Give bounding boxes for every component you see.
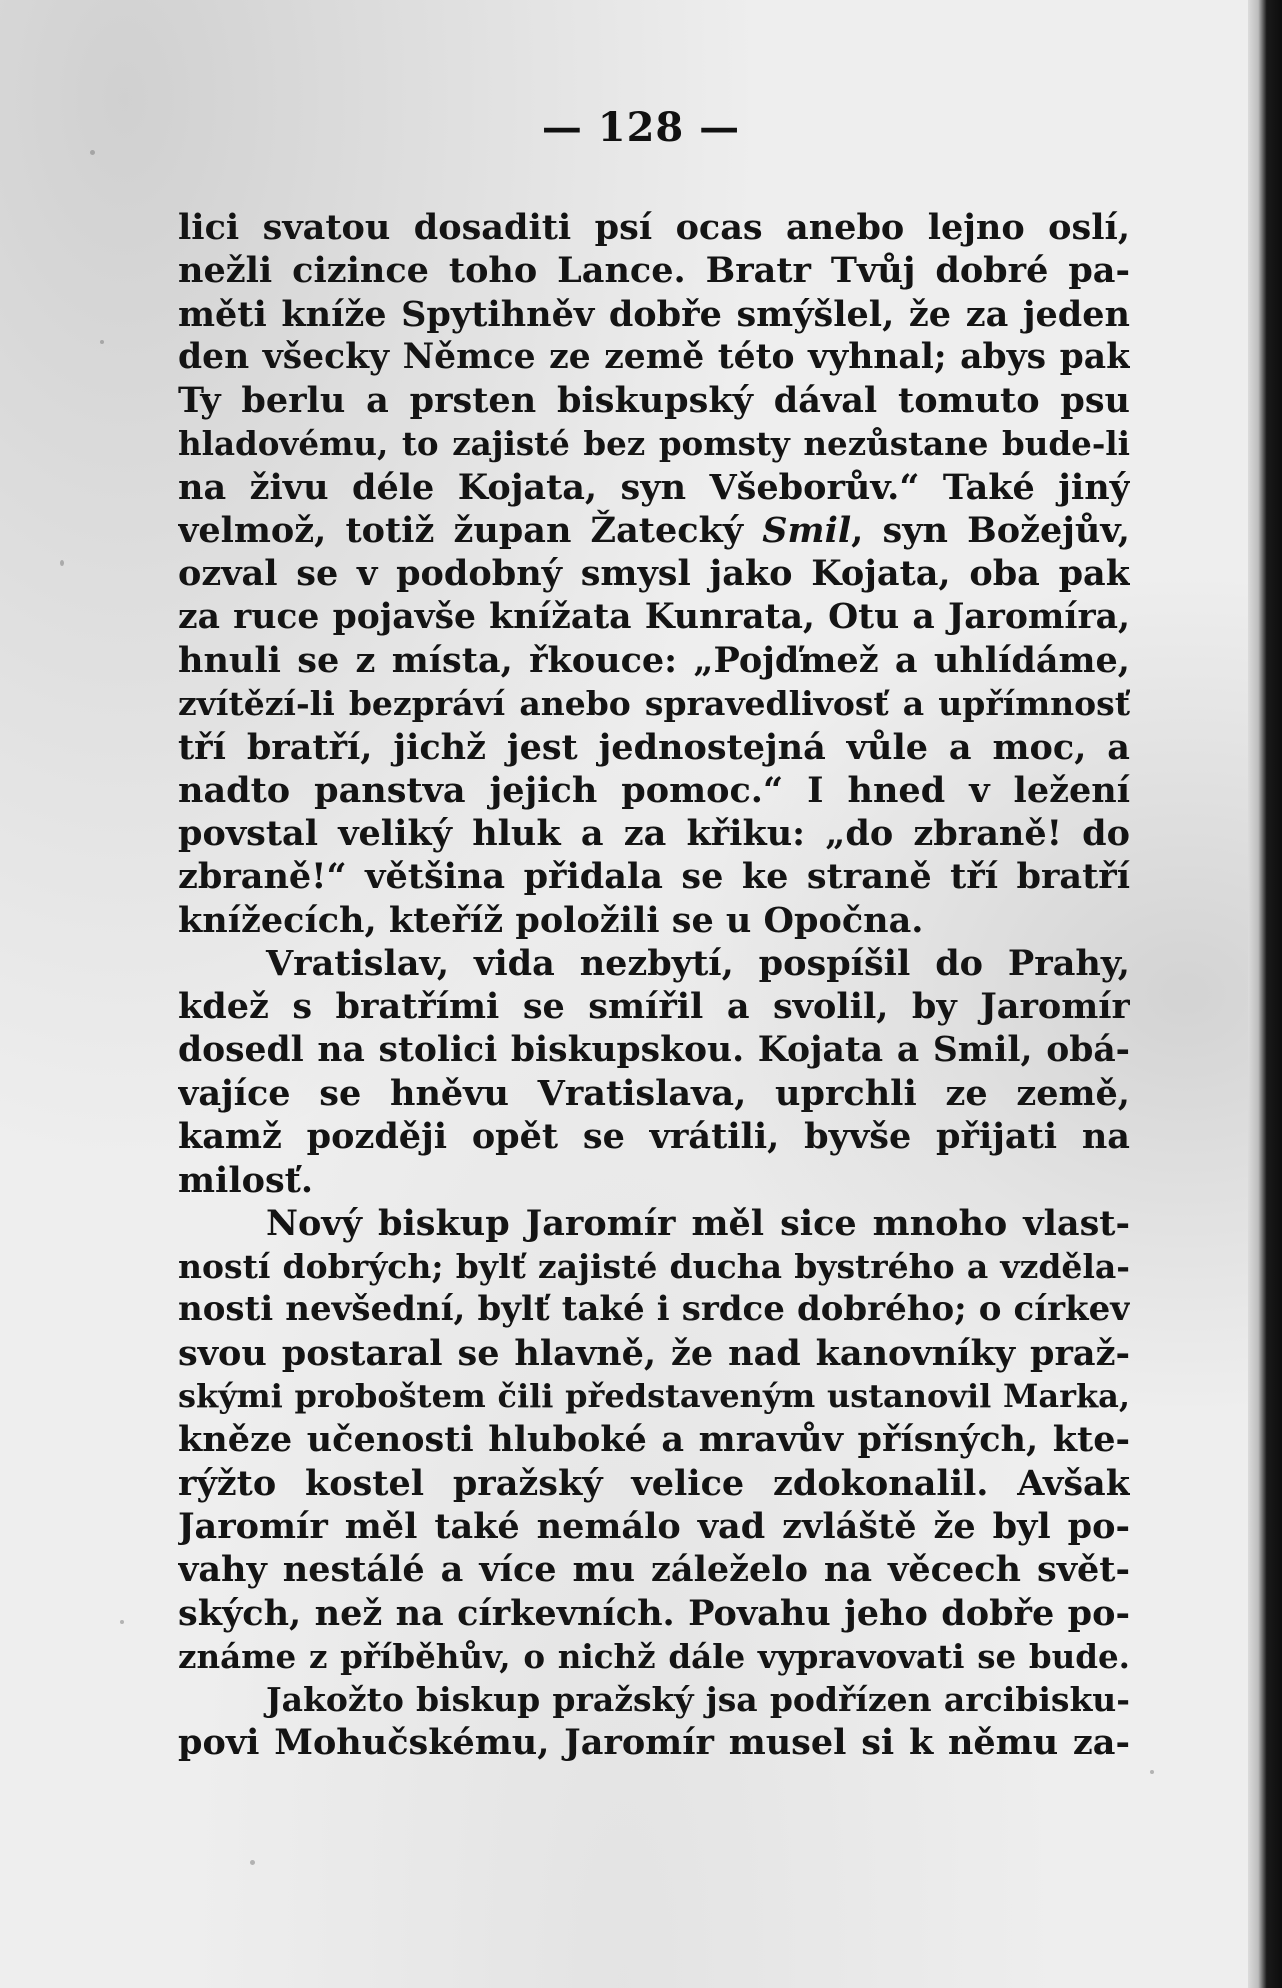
text-line: lici svatou dosaditi psí ocas anebo lejno oslí,: [178, 207, 1130, 248]
page-binding-edge: [1248, 0, 1282, 1988]
text-line: hladovému, to zajisté bez pomsty nezůstane bude-li: [178, 424, 1130, 464]
text-line: zvítězí-li bezpráví anebo spravedlivosť a upřímnosť: [178, 684, 1130, 724]
text-line: vajíce se hněvu Vratislava, uprchli ze země,: [178, 1072, 1130, 1114]
text-line: ozval se v podobný smysl jako Kojata, oba pak: [178, 553, 1130, 595]
text-line: Vratislav, vida nezbytí, pospíšil do Prahy,: [266, 943, 1130, 985]
text-line: Ty berlu a prsten biskupský dával tomuto psu: [178, 380, 1130, 422]
text-line: povstal veliký hluk a za křiku: „do zbraně! do: [178, 813, 1130, 855]
text-line: vahy nestálé a více mu záleželo na věcech svět-: [178, 1549, 1130, 1591]
text-line: Jakožto biskup pražský jsa podřízen arcibisku-: [266, 1680, 1130, 1720]
page-number: — 128 —: [541, 104, 741, 151]
paper-speck: [120, 1620, 124, 1624]
text-line: kněze učenosti hluboké a mravův přísných, kte-: [178, 1419, 1130, 1461]
text-line: zbraně!“ většina přidala se ke straně tří bratří: [178, 856, 1130, 898]
text-line: rýžto kostel pražský velice zdokonalil. Avšak: [178, 1462, 1130, 1504]
text-line: dosedl na stolici biskupskou. Kojata a Smil, obá-: [178, 1029, 1130, 1070]
text-line: nosti nevšední, bylť také i srdce dobrého; o církev: [178, 1289, 1130, 1330]
paper-speck: [250, 1860, 255, 1865]
text-line: hnuli se z místa, řkouce: „Pojďmež a uhlídáme,: [178, 639, 1130, 681]
text-line: měti kníže Spytihněv dobře smýšlel, že za jeden: [178, 293, 1130, 335]
text-line: knížecích, kteříž položili se u Opočna.: [178, 899, 924, 941]
paper-speck: [100, 340, 104, 344]
body-text: [178, 206, 1130, 1765]
text-line: na živu déle Kojata, syn Všeborův.“ Také jiný: [178, 466, 1130, 508]
text-line: milosť.: [178, 1159, 314, 1201]
text-line: den všecky Němce ze země této vyhnal; abys pak: [178, 336, 1130, 377]
text-line: kamž později opět se vrátili, byvše přijati na: [178, 1116, 1130, 1158]
paper-speck: [60, 560, 64, 566]
emphasized-word: Smil: [762, 510, 852, 552]
text-line: kdež s bratřími se smířil a svolil, by Jaromír: [178, 986, 1130, 1028]
text-line: ností dobrých; bylť zajisté ducha bystrého a vzděla-: [178, 1247, 1130, 1287]
text-line: tří bratří, jichž jest jednostejná vůle a moc, a: [178, 726, 1130, 768]
text-line: Jaromír měl také nemálo vad zvláště že byl po-: [178, 1505, 1130, 1547]
text-line: nežli cizince toho Lance. Bratr Tvůj dobré pa-: [178, 250, 1130, 292]
text-line: povi Mohučskému, Jaromír musel si k němu za-: [178, 1722, 1130, 1764]
text-line: nadto panstva jejich pomoc.“ I hned v ležení: [178, 769, 1130, 811]
text-line: velmož, totiž župan Žatecký Smil, syn Božejův,: [178, 510, 1130, 552]
text-line: ských, než na církevních. Povahu jeho dobře po-: [178, 1592, 1130, 1634]
text-line: známe z příběhův, o nichž dále vypravovati se bude.: [178, 1636, 1130, 1676]
paper-speck: [1150, 1770, 1154, 1774]
text-line: za ruce pojavše knížata Kunrata, Otu a Jaromíra,: [178, 596, 1130, 637]
text-line: svou postaral se hlavně, že nad kanovníky praž-: [178, 1332, 1130, 1374]
text-line: skými proboštem čili představeným ustanovil Marka,: [178, 1377, 1130, 1416]
text-line: Nový biskup Jaromír měl sice mnoho vlast-: [266, 1202, 1130, 1244]
